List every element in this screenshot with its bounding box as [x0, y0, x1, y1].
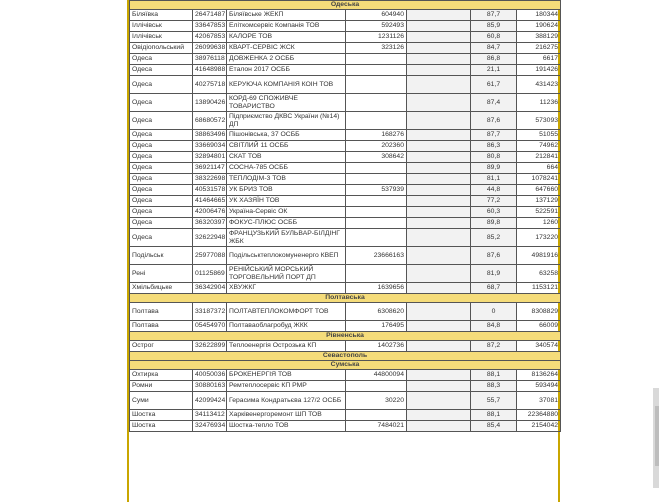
blank-cell [407, 76, 471, 94]
org-name-cell: Еліткомсервіс Компанія ТОВ [227, 21, 346, 32]
total-cell: 522591 [517, 207, 561, 218]
total-cell: 8136264 [517, 370, 561, 381]
amount-cell [346, 265, 407, 283]
blank-cell [407, 185, 471, 196]
table-row [130, 174, 561, 185]
percent-cell: 87,6 [471, 247, 517, 265]
code-cell: 36320397 [193, 218, 227, 229]
code-cell: 38976118 [193, 54, 227, 65]
percent-cell: 89,8 [471, 218, 517, 229]
amount-cell [346, 65, 407, 76]
amount-cell [346, 54, 407, 65]
org-name-cell: Пішонівська, 37 ОСББ [227, 130, 346, 141]
code-cell: 26099638 [193, 43, 227, 54]
total-cell: 173220 [517, 229, 561, 247]
org-name-cell: Полтаваоблагробуд ЖКК [227, 321, 346, 332]
city-cell: Овідіопольський [130, 43, 193, 54]
table-row [130, 130, 561, 141]
region-header [130, 332, 561, 341]
code-cell: 05454970 [193, 321, 227, 332]
blank-cell [407, 370, 471, 381]
total-cell: 212841 [517, 152, 561, 163]
city-cell: Іллічівськ [130, 32, 193, 43]
org-name-cell: УК ХАЗЯЇН ТОВ [227, 196, 346, 207]
total-cell: 431423 [517, 76, 561, 94]
total-cell: 74962 [517, 141, 561, 152]
org-name-cell: ТЕПЛОДІМ-3 ТОВ [227, 174, 346, 185]
region-name: Полтавська [130, 294, 561, 303]
city-cell: Біляївка [130, 10, 193, 21]
percent-cell: 60,3 [471, 207, 517, 218]
blank-cell [407, 341, 471, 352]
city-cell: Шостка [130, 421, 193, 432]
percent-cell: 85,2 [471, 229, 517, 247]
percent-cell: 87,6 [471, 112, 517, 130]
total-cell: 388129 [517, 32, 561, 43]
org-name-cell: СОСНА-785 ОСББ [227, 163, 346, 174]
code-cell: 40050036 [193, 370, 227, 381]
org-name-cell: Біляївське ЖЕКП [227, 10, 346, 21]
percent-cell: 88,1 [471, 370, 517, 381]
total-cell: 180344 [517, 10, 561, 21]
blank-cell [407, 163, 471, 174]
amount-cell: 308642 [346, 152, 407, 163]
total-cell: 37081 [517, 392, 561, 410]
table-row [130, 392, 561, 410]
blank-cell [407, 229, 471, 247]
table-row [130, 112, 561, 130]
blank-cell [407, 283, 471, 294]
percent-cell: 86,8 [471, 54, 517, 65]
blank-cell [407, 392, 471, 410]
blank-cell [407, 174, 471, 185]
city-cell: Рені [130, 265, 193, 283]
amount-cell: 30220 [346, 392, 407, 410]
amount-cell: 537939 [346, 185, 407, 196]
total-cell: 190624 [517, 21, 561, 32]
percent-cell: 89,9 [471, 163, 517, 174]
table-row [130, 54, 561, 65]
city-cell: Іллічівськ [130, 21, 193, 32]
blank-cell [407, 32, 471, 43]
code-cell: 30880163 [193, 381, 227, 392]
amount-cell [346, 163, 407, 174]
blank-cell [407, 218, 471, 229]
blank-cell [407, 65, 471, 76]
city-cell: Ромни [130, 381, 193, 392]
region-name: Рівненська [130, 332, 561, 341]
total-cell: 340574 [517, 341, 561, 352]
code-cell: 38322698 [193, 174, 227, 185]
code-cell: 36342904 [193, 283, 227, 294]
percent-cell: 87,2 [471, 341, 517, 352]
table-row [130, 303, 561, 321]
percent-cell: 84,7 [471, 43, 517, 54]
code-cell: 32622948 [193, 229, 227, 247]
amount-cell [346, 381, 407, 392]
table-row [130, 265, 561, 283]
amount-cell: 1402736 [346, 341, 407, 352]
amount-cell [346, 112, 407, 130]
table-row [130, 410, 561, 421]
org-name-cell: УК БРИЗ ТОВ [227, 185, 346, 196]
blank-cell [407, 130, 471, 141]
org-name-cell: ПОЛТАВТЕПЛОКОМФОРТ ТОВ [227, 303, 346, 321]
region-header [130, 294, 561, 303]
blank-cell [407, 141, 471, 152]
blank-cell [407, 54, 471, 65]
org-name-cell: РЕНІЙСЬКИЙ МОРСЬКИЙ ТОРГОВЕЛЬНИЙ ПОРТ ДП [227, 265, 346, 283]
table-row [130, 141, 561, 152]
percent-cell: 85,9 [471, 21, 517, 32]
city-cell: Одеса [130, 141, 193, 152]
percent-cell: 44,8 [471, 185, 517, 196]
table-row [130, 229, 561, 247]
blank-cell [407, 10, 471, 21]
total-cell: 664 [517, 163, 561, 174]
amount-cell: 592493 [346, 21, 407, 32]
city-cell: Одеса [130, 185, 193, 196]
blank-cell [407, 410, 471, 421]
code-cell: 25977088 [193, 247, 227, 265]
org-name-cell: КАЛОРЕ ТОВ [227, 32, 346, 43]
blank-cell [407, 303, 471, 321]
org-name-cell: Україна-Сервіс ОК [227, 207, 346, 218]
city-cell: Одеса [130, 163, 193, 174]
table-row [130, 94, 561, 112]
table-row [130, 218, 561, 229]
blank-cell [407, 43, 471, 54]
code-cell: 36921147 [193, 163, 227, 174]
table-row [130, 43, 561, 54]
percent-cell: 87,7 [471, 130, 517, 141]
region-header [130, 352, 561, 361]
region-name: Сумська [130, 361, 561, 370]
total-cell: 647660 [517, 185, 561, 196]
city-cell: Шостка [130, 410, 193, 421]
percent-cell: 87,4 [471, 94, 517, 112]
org-name-cell: ХВУЖКГ [227, 283, 346, 294]
code-cell: 38863496 [193, 130, 227, 141]
org-name-cell: Ремтеплосервіс КП РМР [227, 381, 346, 392]
org-name-cell: Еталон 2017 ОСББ [227, 65, 346, 76]
amount-cell [346, 94, 407, 112]
total-cell: 4981916 [517, 247, 561, 265]
percent-cell: 88,3 [471, 381, 517, 392]
org-name-cell: КОРД-69 СПОЖИВЧЕ ТОВАРИСТВО [227, 94, 346, 112]
code-cell: 13890426 [193, 94, 227, 112]
total-cell: 1260 [517, 218, 561, 229]
blank-cell [407, 196, 471, 207]
percent-cell: 88,1 [471, 410, 517, 421]
city-cell: Одеса [130, 174, 193, 185]
percent-cell: 81,1 [471, 174, 517, 185]
org-name-cell: КВАРТ-СЕРВІС ЖСК [227, 43, 346, 54]
blank-cell [407, 247, 471, 265]
percent-cell: 80,8 [471, 152, 517, 163]
percent-cell: 21,1 [471, 65, 517, 76]
code-cell: 41464665 [193, 196, 227, 207]
total-cell: 22364880 [517, 410, 561, 421]
city-cell: Одеса [130, 54, 193, 65]
city-cell: Полтава [130, 321, 193, 332]
org-name-cell: ДОВЖЕНКА 2 ОСББ [227, 54, 346, 65]
blank-cell [407, 381, 471, 392]
percent-cell: 85,4 [471, 421, 517, 432]
percent-cell: 84,8 [471, 321, 517, 332]
amount-cell [346, 218, 407, 229]
amount-cell: 1231126 [346, 32, 407, 43]
org-name-cell: Герасима Кондратьєва 127/2 ОСББ [227, 392, 346, 410]
blank-cell [407, 94, 471, 112]
amount-cell [346, 229, 407, 247]
org-name-cell: СВІТЛИЙ 11 ОСББ [227, 141, 346, 152]
city-cell: Суми [130, 392, 193, 410]
total-cell: 6617 [517, 54, 561, 65]
amount-cell: 6308620 [346, 303, 407, 321]
table-row [130, 207, 561, 218]
city-cell: Одеса [130, 112, 193, 130]
city-cell: Острог [130, 341, 193, 352]
total-cell: 1078241 [517, 174, 561, 185]
city-cell: Охтирка [130, 370, 193, 381]
total-cell: 573093 [517, 112, 561, 130]
code-cell: 42067853 [193, 32, 227, 43]
amount-cell: 202360 [346, 141, 407, 152]
amount-cell: 23666163 [346, 247, 407, 265]
blank-cell [407, 152, 471, 163]
total-cell: 2154042 [517, 421, 561, 432]
table-row [130, 341, 561, 352]
city-cell: Одеса [130, 196, 193, 207]
total-cell: 1153121 [517, 283, 561, 294]
amount-cell: 176495 [346, 321, 407, 332]
blank-cell [407, 421, 471, 432]
total-cell: 137129 [517, 196, 561, 207]
table-row [130, 283, 561, 294]
amount-cell [346, 196, 407, 207]
city-cell: Хмільбицьке [130, 283, 193, 294]
code-cell: 32894801 [193, 152, 227, 163]
org-name-cell: Підприємство ДКВС України (№14) ДП [227, 112, 346, 130]
city-cell: Одеса [130, 76, 193, 94]
org-name-cell: Подільськтеплокомуненерго КВЕП [227, 247, 346, 265]
percent-cell: 81,9 [471, 265, 517, 283]
total-cell: 8308829 [517, 303, 561, 321]
code-cell: 42006476 [193, 207, 227, 218]
blank-cell [407, 21, 471, 32]
city-cell: Одеса [130, 218, 193, 229]
table-row [130, 381, 561, 392]
amount-cell: 1639656 [346, 283, 407, 294]
blank-cell [407, 207, 471, 218]
percent-cell: 0 [471, 303, 517, 321]
amount-cell: 604940 [346, 10, 407, 21]
percent-cell: 86,3 [471, 141, 517, 152]
blank-cell [407, 321, 471, 332]
table-row [130, 163, 561, 174]
percent-cell: 68,7 [471, 283, 517, 294]
city-cell: Одеса [130, 229, 193, 247]
code-cell: 33669034 [193, 141, 227, 152]
city-cell: Одеса [130, 130, 193, 141]
total-cell: 191426 [517, 65, 561, 76]
total-cell: 593494 [517, 381, 561, 392]
code-cell: 33187372 [193, 303, 227, 321]
percent-cell: 60,8 [471, 32, 517, 43]
total-cell: 51055 [517, 130, 561, 141]
region-header [130, 361, 561, 370]
code-cell: 01125869 [193, 265, 227, 283]
window-scrollbar[interactable] [653, 388, 659, 488]
table-row [130, 185, 561, 196]
code-cell: 34113412 [193, 410, 227, 421]
table-row [130, 21, 561, 32]
spreadsheet-page [127, 0, 560, 502]
code-cell: 32476934 [193, 421, 227, 432]
org-name-cell: Харківенергоремонт ШП ТОВ [227, 410, 346, 421]
table-row [130, 321, 561, 332]
table-row [130, 152, 561, 163]
total-cell: 66009 [517, 321, 561, 332]
table-row [130, 76, 561, 94]
region-header [130, 1, 561, 10]
total-cell: 11236 [517, 94, 561, 112]
code-cell: 40275718 [193, 76, 227, 94]
table-row [130, 370, 561, 381]
total-cell: 216275 [517, 43, 561, 54]
region-name: Севастополь [130, 352, 561, 361]
org-name-cell: ФРАНЦУЗЬКИЙ БУЛЬВАР-БІЛДІНГ ЖБК [227, 229, 346, 247]
amount-cell: 7484021 [346, 421, 407, 432]
code-cell: 40531578 [193, 185, 227, 196]
amount-cell: 44800094 [346, 370, 407, 381]
table-body [130, 1, 561, 432]
code-cell: 32622899 [193, 341, 227, 352]
city-cell: Одеса [130, 65, 193, 76]
org-name-cell: БРОКЕНЕРГІЯ ТОВ [227, 370, 346, 381]
amount-cell [346, 76, 407, 94]
percent-cell: 77,2 [471, 196, 517, 207]
data-table [129, 0, 561, 432]
city-cell: Одеса [130, 94, 193, 112]
percent-cell: 55,7 [471, 392, 517, 410]
org-name-cell: Теплоенергія Острозька КП [227, 341, 346, 352]
code-cell: 26471487 [193, 10, 227, 21]
org-name-cell: ФОКУС-ПЛЮС ОСББ [227, 218, 346, 229]
code-cell: 68680572 [193, 112, 227, 130]
city-cell: Одеса [130, 152, 193, 163]
code-cell: 42099424 [193, 392, 227, 410]
amount-cell: 323126 [346, 43, 407, 54]
amount-cell: 168276 [346, 130, 407, 141]
table-row [130, 10, 561, 21]
org-name-cell: СКАТ ТОВ [227, 152, 346, 163]
amount-cell [346, 207, 407, 218]
city-cell: Полтава [130, 303, 193, 321]
org-name-cell: КЕРУЮЧА КОМПАНІЯ КОІН ТОВ [227, 76, 346, 94]
total-cell: 63258 [517, 265, 561, 283]
blank-cell [407, 112, 471, 130]
city-cell: Одеса [130, 207, 193, 218]
table-row [130, 247, 561, 265]
code-cell: 41648988 [193, 65, 227, 76]
table-row [130, 421, 561, 432]
blank-cell [407, 265, 471, 283]
amount-cell [346, 174, 407, 185]
city-cell: Подільськ [130, 247, 193, 265]
percent-cell: 61,7 [471, 76, 517, 94]
code-cell: 33647853 [193, 21, 227, 32]
amount-cell [346, 410, 407, 421]
table-row [130, 196, 561, 207]
region-name: Одеська [130, 1, 561, 10]
table-row [130, 32, 561, 43]
org-name-cell: Шостка-тепло ТОВ [227, 421, 346, 432]
percent-cell: 87,7 [471, 10, 517, 21]
table-row [130, 65, 561, 76]
